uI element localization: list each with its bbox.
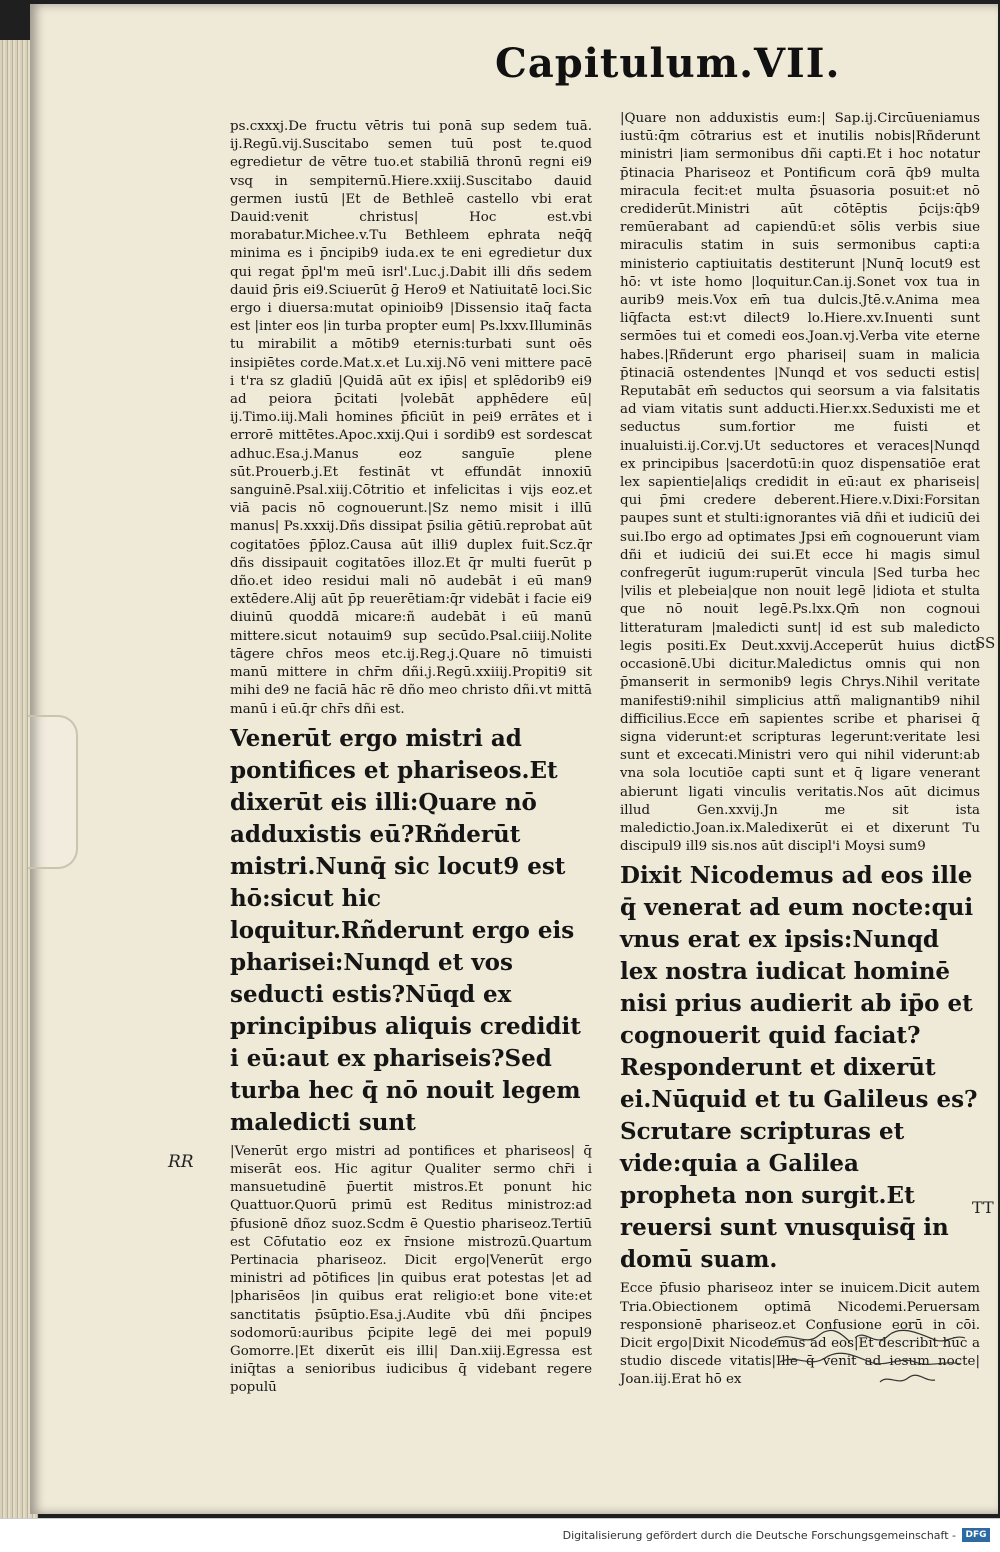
left-commentary-bottom: |Venerūt ergo mistri ad pontifices et phariseos| q̄ miserāt eos. Hic agitur Qualiter sermo chr̄i i mansuetudinē p̄uertit mistros.Et ponunt hic Quattuor.Quorū primū est Reditus ministroz:ad p̄fusionē dñoz suoz.Scdm ē Questio phariseoz.Tertiū est Cōfutatio eoz ex r̄nsione mistrozū.Quartum Pertinacia phariseoz. Dicit ergo|Venerūt ergo ministri ad pōtifices |in quibus erat potestas |et ad |pharisēos |in quibus erat religio:et bone vite:et sanctitatis p̄sūptio.Esa.j.Audite vbū dñi p̄ncipes sodomorū:auribus p̄cipite legē dei mei popul9 Gomorre.|Et dixerūt eis illi| Dan.xiij.Egressa est iniq̄tas a senioribus iudicibus q̄ videbant regere populū [230,1143,592,1396]
left-scripture-text: Venerūt ergo mistri ad pontifices et phariseos.Et dixerūt eis illi:Quare nō adduxistis eū?Rñderūt mistri.Nunq̄ sic locut9 est hō:sicut hic loquitur.Rñderunt ergo eis pharisei:Nunqd et vos seducti estis?Nūqd ex principibus aliquis credidit i eū:aut ex phariseis?Sed turba hec q̄ nō nouit legem maledicti sunt [230,724,581,1136]
bookmark-tab [28,715,78,869]
right-column [620,110,980,1394]
margin-mark-right-upper: SS [975,634,996,652]
margin-mark-left: RR [168,1152,194,1172]
footer-bar [0,1518,1000,1552]
right-commentary-bottom: Ecce p̄fusio phariseoz inter se inuicem.Dicit autem Tria.Obiectionem optimā Nicodemi.Peruersam responsionē phariseoz.et Confusione eorū in cōi. Dicit ergo|Dixit Nicodemus ad eos|Et describit hūc a studio discede vitatis|Ille q̄ venit ad iesum nocte| Joan.iij.Erat hō ex [620,1281,980,1388]
footer-credit: Digitalisierung gefördert durch die Deutsche Forschungsgemeinschaft - [562,1529,956,1542]
left-column [230,118,592,1402]
chapter-heading: Capitulum.VII. [495,40,841,87]
right-commentary-top: |Quare non adduxistis eum:| Sap.ij.Circūueniamus iustū:q̄m cōtrarius est et inutilis nobis|Rñderunt ministri |iam sermonibus dñi capti.Et i hoc notatur p̄tinacia Phariseoz et Pontificum corā q̄b9 multa miracula fecit:et multa p̄suasoria posuit:et nō crediderūt.Ministri aūt cōtēptis p̄cijs:q̄b9 remūerabant ad capiendū:et sōlis verbis siue miraculis statim in suis sermonibus capti:a ministerio captiuitatis destiterunt |Nunq̄ locut9 est hō: vt iste homo |loquitur.Can.ij.Sonet vox tua in aurib9 meis.Vox em̄ tua dulcis.Jtē.v.Anima mea liq̄facta est:vt dilect9 lo.Hiere.xv.Inuenti sunt sermōes tui et comedi eos.Joan.vj.Verba vite eterne habes.|Rñderunt ergo pharisei| suam in malicia p̄tinaciā ostendentes |Nunqd et vos seducti estis| Reputabāt em̄ seductos qui seorsum a via falsitatis ad viam vitatis sunt adducti.Hier.xx.Seduxisti me et seductus sum.fortior me fuisti et inualuisti.ij.Cor.vj.Ut seductores et veraces|Nunqd ex principibus |sacerdotū:in quoz dispensatiōe erat lex sapientie|aliqs credidit in eū:aut ex phariseis| qui p̄mi credere deberent.Hiere.v.Dixi:Forsitan paupes sunt et stulti:ignorantes viā dñi et iudiciū dei sui.Ibo ergo ad optimates Jpsi em̄ cognouerunt viam dñi et iudiciū dei sui.Et ecce hi magis simul confregerūt iugum:ruperūt vincula |Sed turba hec |vilis et plebeia|que non nouit legē |idiota et stulta que nō nouit legē.Ps.lxx.Qm̄ non cognoui litteraturam |maledicti sunt| id est sub maledicto legis positi.Ex Deut.xxvij.Acceperūt huius dicti occasionē.Ubi dicitur.Maledictus omnis qui non p̄manserit in sermonib9 legis Chrys.Nihil veritate manifesti9:nihil simplicius attñ malignantib9 nihil difficilius.Ecce em̄ sapientes scribe et pharisei q̄ signa viderunt:et scripturas legerunt:veritate lesi sunt et excecati.Ministri vero qui nihil viderunt:ab vna sola locutiōe capti sunt et q̄ ligare venerant abierunt ligati vinculis veritatis.Nos aūt dicimus illud Gen.xxvij.Jn me sit ista maledictio.Joan.ix.Maledixerūt ei et dixerunt Tu discipul9 ill9 sis.nos aūt discipl'i Moysi sum9 [620,111,980,855]
left-commentary-top: ps.cxxxj.De fructu vētris tui ponā sup sedem tuā. ij.Regū.vij.Suscitabo semen tuū post te.quod egredietur de vētre tuo.et stabiliā thronū regni ei9 vsq in sempiternū.Hiere.xxiij.Suscitabo dauid germen iustū |Et de Bethleē castello vbi erat Dauid:venit christus| Hoc est.vbi morabatur.Michee.v.Tu Bethleem ephrata neq̄q̄ minima es i p̄ncipib9 iuda.ex te eni egredietur dux qui regat p̄pl'm meū isrl'.Luc.j.Dabit illi dñs sedem dauid p̄ris ei9.Sciuerūt ḡ Hero9 et Natiuitatē loci.Sic ergo i diuersa:mutat opinioib9 |Dissensio itaq̄ facta est |inter eos |in turba propter eum| Ps.lxxv.Illuminās tu mirabilit a mōtib9 eternis:turbati sunt oēs insipiētes corde.Mat.x.et Lu.xij.Nō veni mittere pacē i t'ra sz gladiū |Quidā aūt ex ip̄is| et splēdorib9 ei9 ad peiora p̄citati |volebāt apphēdere eū| ij.Timo.iij.Mali homines p̄ficiūt in pei9 errātes et i errorē mittētes.Apoc.xxij.Qui i sordib9 est sordescat adhuc.Esa.j.Manus eoz sanguīe plene sūt.Prouerb.j.Et festināt vt effundāt innoxiū sanguinē.Psal.xiij.Cōtritio et infelicitas i vijs eoz.et viā pacis nō cognouerunt.|Sz nemo misit i illū manus| Ps.xxxij.Dñs dissipat p̄silia gētiū.reprobat aūt cogitatōes p̄p̄loz.Causa aūt illi9 duplex fuit.Scz.q̄r dñs dissipauit cogitatōes illoz.Et q̄r multi fuerūt p dño.et ideo residui mali nō audebāt i eū man9 extēdere.Alij aūt p̄p reuerētiam:q̄r videbāt i facie ei9 diuinū quoddā micare:ñ audebāt i eū manū mittere.sicut notauim9 sup secūdo.Psal.ciiij.Nolite tāgere chr̄os meos etc.ij.Reg.j.Quare nō timuisti manū mittere in chr̄m dñi.j.Regū.xxiiij.Propiti9 sit mihi de9 ne faciā hāc rē dño meo christo dñi.vt mittā manū i eū.q̄r chr̄s dñi est. [230,119,592,717]
dfg-logo: DFG [962,1528,990,1542]
handwritten-signature [770,1322,970,1392]
margin-mark-right-lower: TT [972,1198,994,1217]
right-scripture-text: Dixit Nicodemus ad eos ille q̄ venerat ad eum nocte:qui vnus erat ex ipsis:Nunqd lex nostra iudicat hominē nisi prius audierit ab ip̄o et cognouerit quid faciat?Responderunt et dixerūt ei.Nūquid et tu Galileus es?Scrutare scripturas et vide:quia a Galilea propheta non surgit.Et reuersi sunt vnusquisq̄ in domū suam. [620,862,978,1274]
